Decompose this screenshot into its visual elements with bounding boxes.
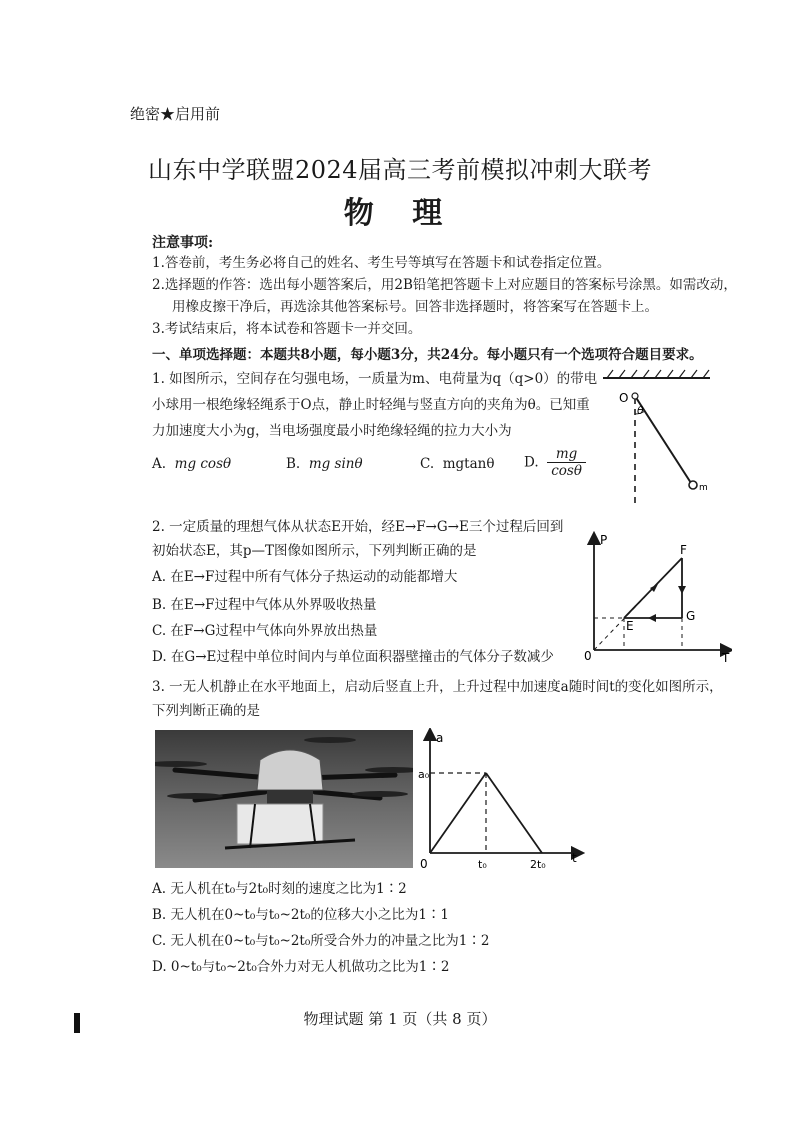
q3-option-c: C. 无人机在0~t₀与t₀~2t₀所受合外力的冲量之比为1∶2 bbox=[152, 933, 490, 949]
drone-photo bbox=[155, 730, 413, 868]
q1-text: 1. 如图所示，空间存在匀强电场，一质量为m、电荷量为q（q>0）的带电 bbox=[152, 371, 598, 387]
t0-label: t₀ bbox=[478, 858, 487, 870]
drone-icon bbox=[155, 730, 413, 868]
notice-heading: 注意事项: bbox=[152, 235, 214, 251]
notice-item: 1.答卷前，考生务必将自己的姓名、考生号等填写在答题卡和试卷指定位置。 bbox=[152, 255, 611, 271]
q1-option-b: B. mg sinθ bbox=[286, 456, 363, 472]
y-axis-label: a bbox=[436, 731, 444, 745]
q3-at-diagram bbox=[418, 728, 588, 870]
page-footer: 物理试题 第 1 页（共 8 页） bbox=[303, 1010, 497, 1028]
q2-option-c: C. 在F→G过程中气体向外界放出热量 bbox=[152, 623, 378, 639]
q2-option-d: D. 在G→E过程中单位时间内与单位面积器壁撞击的气体分子数减少 bbox=[152, 649, 554, 665]
subject-title: 物 理 bbox=[343, 196, 457, 231]
q1-pendulum-diagram bbox=[595, 368, 715, 508]
fraction: $\frac{mg}{\cos\theta}$ bbox=[547, 446, 586, 479]
notice-item: 用橡皮擦干净后，再选涂其他答案标号。回答非选择题时，将答案写在答题卡上。 bbox=[172, 299, 658, 315]
q3-option-b: B. 无人机在0~t₀与t₀~2t₀的位移大小之比为1∶1 bbox=[152, 907, 449, 923]
point-label: O bbox=[619, 391, 629, 405]
exam-title: 山东中学联盟2024届高三考前模拟冲刺大联考 bbox=[147, 156, 653, 184]
notice-item: 3.考试结束后，将本试卷和答题卡一并交回。 bbox=[152, 321, 422, 337]
q1-option-d: D. $\frac{mg}{\cos\theta}$ bbox=[524, 446, 586, 479]
q3-text: 3. 一无人机静止在水平地面上，启动后竖直上升，上升过程中加速度a随时间t的变化如图所示， bbox=[152, 679, 723, 695]
mass-label: m bbox=[699, 483, 708, 493]
q3-option-d: D. 0~t₀与t₀~2t₀合外力对无人机做功之比为1∶2 bbox=[152, 959, 450, 975]
q2-text: 初始状态E，其p—T图像如图所示，下列判断正确的是 bbox=[152, 543, 477, 559]
q1-text: 力加速度大小为g，当电场强度最小时绝缘轻绳的拉力大小为 bbox=[152, 423, 512, 439]
q2-text: 2. 一定质量的理想气体从状态E开始，经E→F→G→E三个过程后回到 bbox=[152, 519, 564, 535]
angle-label: θ bbox=[637, 404, 644, 417]
state-f-label: F bbox=[680, 543, 687, 557]
origin-label: 0 bbox=[584, 649, 592, 662]
y-axis-label: P bbox=[600, 533, 608, 547]
q2-option-a: A. 在E→F过程中所有气体分子热运动的动能都增大 bbox=[152, 569, 458, 585]
notice-item: 2.选择题的作答：选出每小题答案后，用2B铅笔把答题卡上对应题目的答案标号涂黑。如需改动， bbox=[152, 277, 737, 293]
a0-label: a₀ bbox=[418, 768, 430, 781]
q3-text: 下列判断正确的是 bbox=[152, 703, 260, 719]
x-axis-label: t bbox=[572, 851, 577, 865]
origin-label: 0 bbox=[420, 857, 428, 870]
q3-option-a: A. 无人机在t₀与2t₀时刻的速度之比为1∶2 bbox=[152, 881, 407, 897]
confidential-label: 绝密★启用前 bbox=[130, 105, 221, 123]
state-e-label: E bbox=[626, 619, 634, 633]
x-axis-label: T bbox=[722, 651, 730, 662]
q1-option-c: C. mgtanθ bbox=[420, 456, 495, 472]
2t0-label: 2t₀ bbox=[530, 858, 546, 870]
q2-option-b: B. 在E→F过程中气体从外界吸收热量 bbox=[152, 597, 377, 613]
q1-option-a: A. mg cosθ bbox=[152, 456, 232, 472]
state-g-label: G bbox=[686, 609, 696, 623]
q1-text: 小球用一根绝缘轻绳系于O点，静止时轻绳与竖直方向的夹角为θ。已知重 bbox=[152, 397, 590, 413]
section-heading: 一、单项选择题：本题共8小题，每小题3分，共24分。每小题只有一个选项符合题目要求。 bbox=[152, 347, 703, 363]
q2-pt-diagram bbox=[582, 530, 732, 662]
